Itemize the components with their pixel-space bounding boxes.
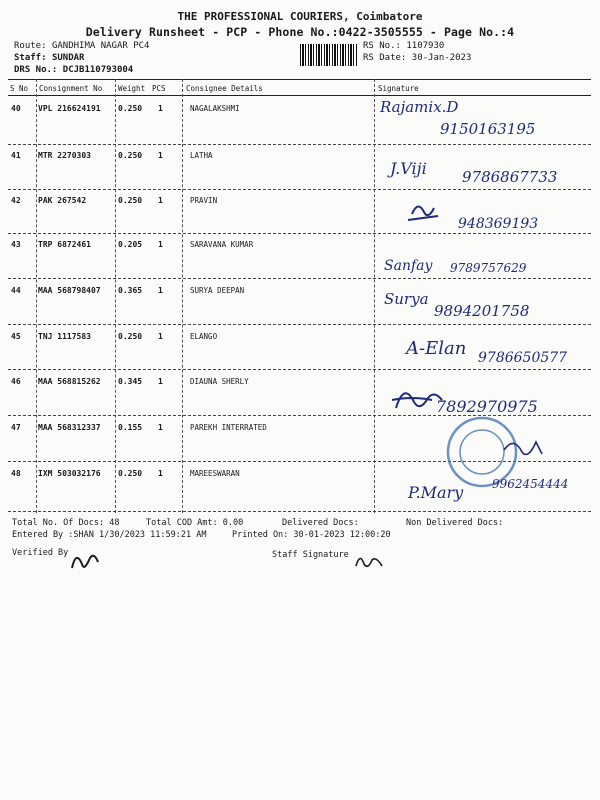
- row-consignee: SARAVANA KUMAR: [190, 240, 254, 249]
- row-pcs: 1: [158, 332, 163, 341]
- signature-42-scribble: [408, 206, 438, 220]
- phone-41: 9786867733: [462, 168, 558, 186]
- row-sno: 42: [11, 196, 21, 205]
- row-sno: 43: [11, 240, 21, 249]
- row-weight: 0.155: [118, 423, 143, 432]
- col-header-weight: Weight: [118, 84, 146, 93]
- col-header-consignment: Consignment No: [39, 84, 103, 93]
- signature-46-scribble: [392, 393, 442, 408]
- row-consignee: ELANGO: [190, 332, 218, 341]
- row-sno: 44: [11, 286, 21, 295]
- verified-by-label: Verified By: [12, 548, 69, 558]
- staff-signature-label: Staff Signature: [272, 550, 349, 560]
- drs-value: DCJB110793004: [62, 65, 134, 75]
- phone-45: 9786650577: [478, 350, 568, 366]
- runsheet-subtitle: Delivery Runsheet - PCP - Phone No.:0422-3505555 - Page No.:4: [85, 25, 515, 39]
- delivery-stamp: [448, 418, 516, 486]
- signature-45: A-Elan: [406, 338, 467, 359]
- row-weight: 0.250: [118, 151, 143, 160]
- row-consignment: TNJ 1117583: [38, 332, 91, 341]
- row-consignee: PRAVIN: [190, 196, 218, 205]
- row-pcs: 1: [158, 151, 163, 160]
- row-consignment: MAA 568312337: [38, 423, 101, 432]
- row-consignment: TRP 6872461: [38, 240, 91, 249]
- rs-no-label: RS No.:: [363, 41, 401, 51]
- company-title: THE PROFESSIONAL COURIERS, Coimbatore: [177, 10, 423, 23]
- row-divider: [8, 511, 591, 512]
- signature-40: Rajamix.D: [380, 98, 459, 116]
- phone-40: 9150163195: [440, 120, 536, 138]
- row-consignment: PAK 267542: [38, 196, 87, 205]
- drs-line: [14, 65, 133, 75]
- row-consignee: LATHA: [190, 151, 213, 160]
- total-cod: Total COD Amt: 0.00: [146, 518, 244, 528]
- col-header-pcs: PCS: [152, 84, 166, 93]
- non-delivered-docs: Non Delivered Docs:: [406, 518, 504, 528]
- row-sno: 47: [11, 423, 21, 432]
- row-consignee: MAREESWARAN: [190, 469, 240, 478]
- row-sno: 41: [11, 151, 21, 160]
- route-value: GANDHIMA NAGAR PC4: [51, 41, 150, 51]
- rs-no-line: [363, 41, 444, 51]
- row-sno: 45: [11, 332, 21, 341]
- row-sno: 48: [11, 469, 21, 478]
- staff-signature-mark: [350, 548, 390, 576]
- route-line: [14, 41, 149, 51]
- row-consignment: MTR 2270303: [38, 151, 91, 160]
- row-pcs: 1: [158, 286, 163, 295]
- drs-label: DRS No.:: [14, 65, 58, 75]
- row-sno: 46: [11, 377, 21, 386]
- row-consignee: PAREKH INTERRATED: [190, 423, 267, 432]
- staff-line: [14, 53, 84, 63]
- row-weight: 0.250: [118, 469, 143, 478]
- signature-44: Surya: [384, 290, 429, 308]
- route-label: Route:: [14, 41, 47, 51]
- row-weight: 0.365: [118, 286, 143, 295]
- row-pcs: 1: [158, 240, 163, 249]
- row-weight: 0.250: [118, 196, 143, 205]
- row-consignee: NAGALAKSHMI: [190, 104, 240, 113]
- row-sno: 40: [11, 104, 21, 113]
- row-consignment: MAA 568815262: [38, 377, 101, 386]
- row-weight: 0.205: [118, 240, 143, 249]
- signature-47-scribble: [504, 442, 542, 454]
- signature-41: J.Viji: [390, 159, 427, 178]
- delivered-docs: Delivered Docs:: [282, 518, 359, 528]
- row-consignment: VPL 216624191: [38, 104, 101, 113]
- col-header-signature: Signature: [378, 84, 419, 93]
- rs-date-line: [363, 53, 471, 63]
- entered-by: Entered By :SHAN 1/30/2023 11:59:21 AM: [12, 530, 207, 540]
- row-consignee: SURYA DEEPAN: [190, 286, 245, 295]
- staff-label: Staff:: [14, 53, 47, 63]
- row-pcs: 1: [158, 104, 163, 113]
- row-consignment: MAA 568798407: [38, 286, 101, 295]
- barcode: [300, 44, 358, 66]
- rs-date-label: RS Date:: [363, 53, 407, 63]
- signature-column: [370, 90, 595, 510]
- signature-43: Sanfay: [384, 258, 433, 274]
- printed-on: Printed On: 30-01-2023 12:00:20: [232, 530, 391, 540]
- row-pcs: 1: [158, 196, 163, 205]
- total-docs: Total No. Of Docs: 48: [12, 518, 120, 528]
- row-consignee: DIAUNA SHERLY: [190, 377, 249, 386]
- row-weight: 0.345: [118, 377, 143, 386]
- col-header-consignee: Consignee Details: [186, 84, 263, 93]
- phone-48: 9962454444: [492, 477, 569, 491]
- row-pcs: 1: [158, 469, 163, 478]
- verifier-signature: [66, 546, 106, 576]
- phone-42: 948369193: [458, 216, 539, 232]
- phone-43: 9789757629: [450, 261, 527, 275]
- col-header-sno: S No: [10, 84, 29, 93]
- table-top-rule: [8, 79, 591, 80]
- staff-value: SUNDAR: [51, 53, 85, 63]
- row-weight: 0.250: [118, 104, 143, 113]
- phone-44: 9894201758: [434, 302, 530, 320]
- row-consignment: IXM 503032176: [38, 469, 101, 478]
- row-weight: 0.250: [118, 332, 143, 341]
- rs-date-value: 30-Jan-2023: [411, 53, 472, 63]
- rs-no-value: 1107930: [406, 41, 445, 51]
- row-pcs: 1: [158, 423, 163, 432]
- signature-48: P.Mary: [408, 483, 464, 502]
- row-pcs: 1: [158, 377, 163, 386]
- phone-46: 7892970975: [436, 397, 538, 416]
